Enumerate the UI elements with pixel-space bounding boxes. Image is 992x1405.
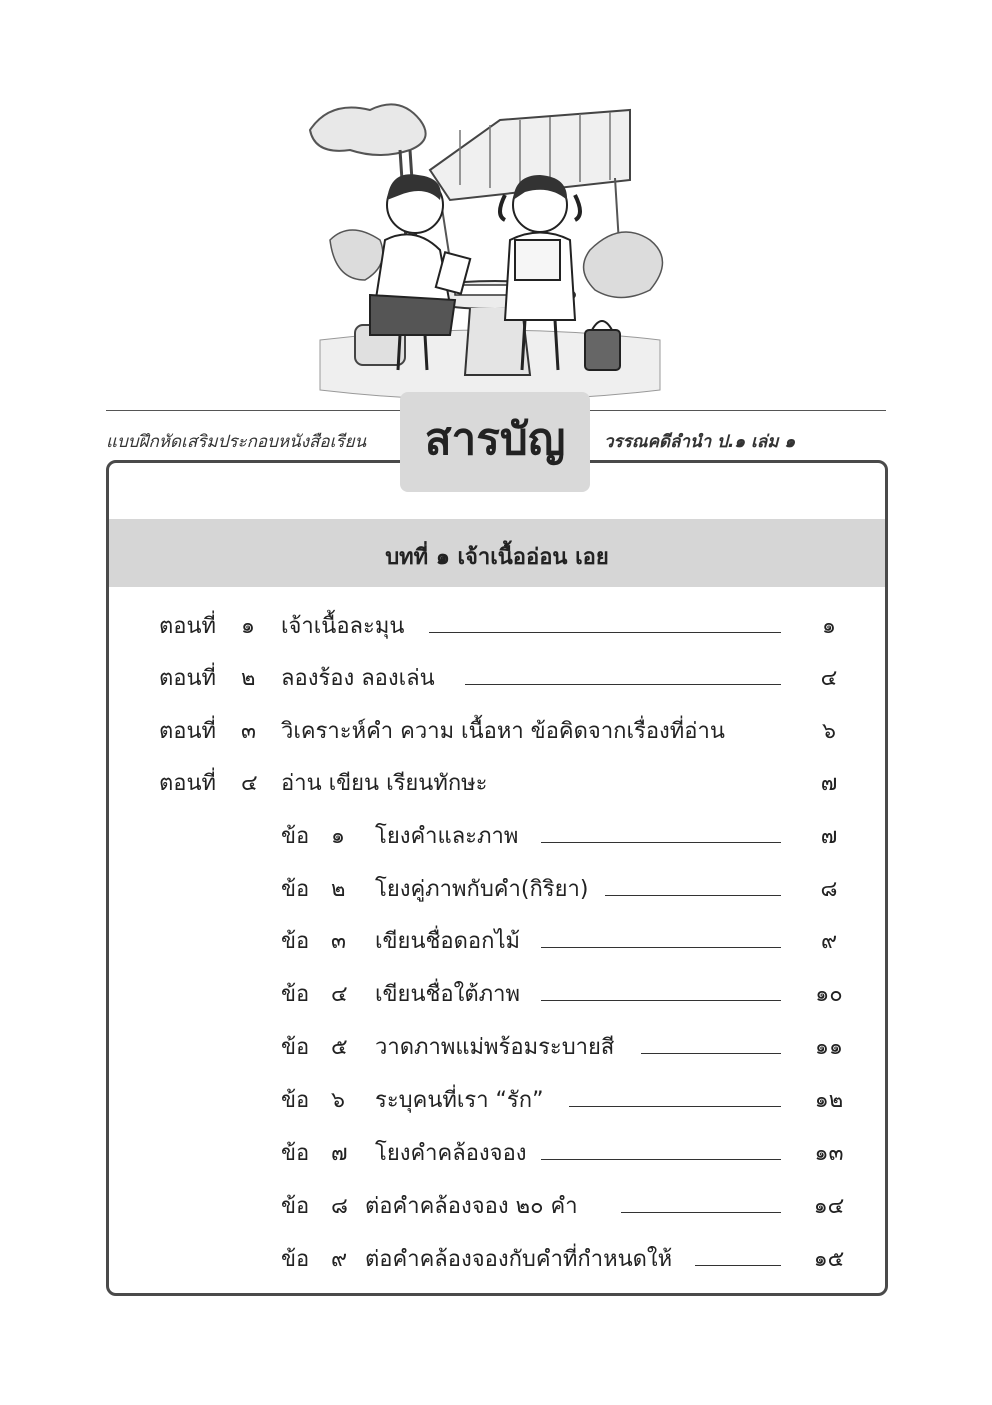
item-title: เขียนชื่อใต้ภาพ bbox=[375, 982, 521, 1007]
toc-item-row[interactable] bbox=[159, 818, 919, 858]
section-label: ตอนที่ bbox=[159, 666, 217, 691]
section-title: วิเคราะห์คำ ความ เนื้อหา ข้อคิดจากเรื่องที่อ่าน bbox=[281, 719, 725, 744]
section-label: ตอนที่ bbox=[159, 614, 217, 639]
section-label: ตอนที่ bbox=[159, 771, 217, 796]
item-label: ข้อ bbox=[281, 982, 310, 1007]
book-series-text: แบบฝึกหัดเสริมประกอบหนังสือเรียน bbox=[106, 432, 367, 452]
toc-item-row[interactable] bbox=[159, 923, 919, 963]
item-number: ๑ bbox=[331, 824, 345, 849]
item-title: ต่อคำคล้องจองกับคำที่กำหนดให้ bbox=[365, 1247, 673, 1272]
item-label: ข้อ bbox=[281, 824, 310, 849]
page-number: ๔ bbox=[820, 666, 838, 691]
page-number: ๘ bbox=[820, 877, 838, 902]
page-number: ๑๓ bbox=[814, 1141, 844, 1166]
page-number: ๖ bbox=[822, 719, 836, 744]
toc-item-row[interactable] bbox=[159, 871, 919, 911]
dot-leader bbox=[541, 1000, 781, 1001]
item-title: เขียนชื่อดอกไม้ bbox=[375, 929, 521, 954]
dot-leader bbox=[641, 1053, 781, 1054]
dot-leader bbox=[541, 1159, 781, 1160]
page-number: ๗ bbox=[820, 771, 838, 796]
dot-leader bbox=[541, 947, 781, 948]
dot-leader bbox=[605, 895, 781, 896]
toc-item-row[interactable] bbox=[159, 1029, 919, 1069]
item-number: ๙ bbox=[331, 1247, 348, 1272]
dot-leader bbox=[569, 1106, 781, 1107]
chapter-title: บทที่ ๑ เจ้าเนื้ออ่อน เอย bbox=[385, 545, 609, 570]
children-reading-illustration bbox=[300, 90, 680, 410]
item-label: ข้อ bbox=[281, 1141, 310, 1166]
section-number: ๒ bbox=[241, 666, 256, 691]
item-label: ข้อ bbox=[281, 1247, 310, 1272]
item-title: ต่อคำคล้องจอง ๒๐ คำ bbox=[365, 1194, 578, 1219]
page-number: ๗ bbox=[820, 824, 838, 849]
item-number: ๘ bbox=[331, 1194, 348, 1219]
section-number: ๑ bbox=[241, 614, 255, 639]
toc-item-row[interactable] bbox=[159, 1082, 919, 1122]
page-number: ๑๐ bbox=[815, 982, 843, 1007]
section-label: ตอนที่ bbox=[159, 719, 217, 744]
item-number: ๔ bbox=[331, 982, 348, 1007]
item-number: ๕ bbox=[331, 1035, 348, 1060]
dot-leader bbox=[621, 1212, 781, 1213]
dot-leader bbox=[429, 632, 781, 633]
dot-leader bbox=[695, 1265, 781, 1266]
item-title: โยงคู่ภาพกับคำ(กิริยา) bbox=[375, 877, 589, 902]
item-label: ข้อ bbox=[281, 877, 310, 902]
title-tab bbox=[400, 392, 590, 492]
item-title: ระบุคนที่เรา “รัก” bbox=[375, 1088, 544, 1113]
page-number: ๙ bbox=[820, 929, 838, 954]
item-number: ๓ bbox=[331, 929, 347, 954]
toc-item-row[interactable] bbox=[159, 1188, 919, 1228]
item-title: โยงคำและภาพ bbox=[375, 824, 519, 849]
item-number: ๗ bbox=[331, 1141, 348, 1166]
toc-section-row[interactable] bbox=[159, 765, 919, 805]
toc-section-row[interactable] bbox=[159, 713, 919, 753]
dot-leader bbox=[465, 684, 781, 685]
toc-section-row[interactable] bbox=[159, 608, 919, 648]
toc-section-row[interactable] bbox=[159, 660, 919, 700]
section-title: เจ้าเนื้อละมุน bbox=[281, 614, 405, 639]
toc-item-row[interactable] bbox=[159, 976, 919, 1016]
section-number: ๔ bbox=[241, 771, 258, 796]
page-number: ๑๑ bbox=[815, 1035, 843, 1060]
section-number: ๓ bbox=[241, 719, 257, 744]
chapter-heading-band bbox=[109, 519, 885, 587]
section-title: อ่าน เขียน เรียนทักษะ bbox=[281, 771, 488, 796]
item-number: ๖ bbox=[331, 1088, 345, 1113]
page-number: ๑๔ bbox=[813, 1194, 845, 1219]
item-label: ข้อ bbox=[281, 1194, 310, 1219]
page-number: ๑๒ bbox=[814, 1088, 844, 1113]
page-number: ๑ bbox=[822, 614, 836, 639]
item-label: ข้อ bbox=[281, 1088, 310, 1113]
page-title: สารบัญ bbox=[424, 414, 566, 465]
section-title: ลองร้อง ลองเล่น bbox=[281, 666, 435, 691]
page-number: ๑๕ bbox=[813, 1247, 845, 1272]
item-title: วาดภาพแม่พร้อมระบายสี bbox=[375, 1035, 615, 1060]
book-subject-text: วรรณคดีลำนำ ป.๑ เล่ม ๑ bbox=[604, 432, 796, 452]
item-title: โยงคำคล้องจอง bbox=[375, 1141, 527, 1166]
item-label: ข้อ bbox=[281, 929, 310, 954]
toc-item-row[interactable] bbox=[159, 1135, 919, 1175]
toc-item-row[interactable] bbox=[159, 1241, 919, 1281]
item-number: ๒ bbox=[331, 877, 346, 902]
toc-box bbox=[106, 460, 888, 1296]
dot-leader bbox=[541, 842, 781, 843]
item-label: ข้อ bbox=[281, 1035, 310, 1060]
